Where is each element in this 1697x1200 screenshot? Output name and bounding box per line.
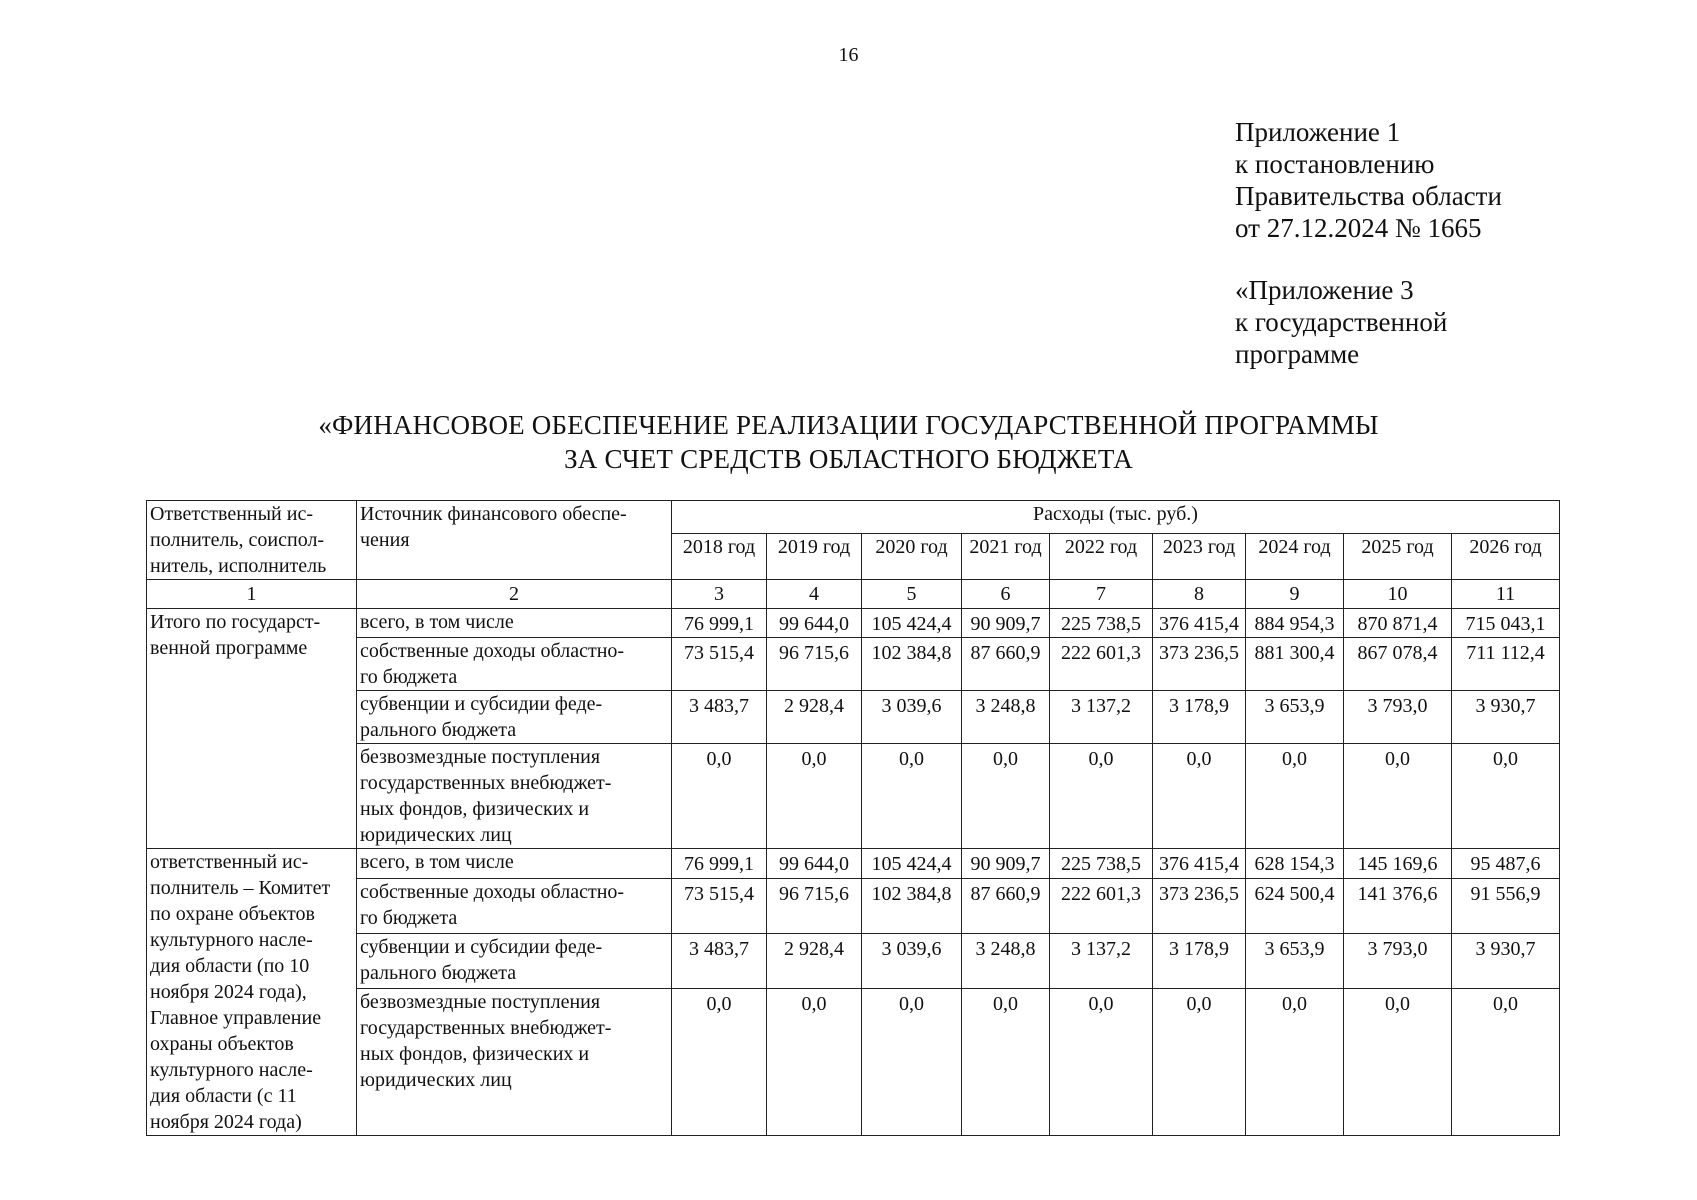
table-row <box>147 609 1560 638</box>
value-cell: 0,0 <box>767 744 862 849</box>
value-cell: 141 376,6 <box>1344 879 1452 934</box>
value-cell: 3 793,0 <box>1344 934 1452 989</box>
value-cell: 2 928,4 <box>767 691 862 744</box>
year-header: 2020 год <box>862 533 962 579</box>
value-cell: 715 043,1 <box>1452 609 1560 638</box>
table-row <box>147 989 1560 1136</box>
year-header: 2018 год <box>672 533 767 579</box>
value-cell: 90 909,7 <box>962 849 1050 879</box>
table-row <box>147 638 1560 691</box>
annex-line: Приложение 1 <box>1235 117 1401 147</box>
table-row <box>147 744 1560 849</box>
value-cell: 0,0 <box>962 989 1050 1136</box>
value-cell: 87 660,9 <box>962 638 1050 691</box>
value-cell: 3 248,8 <box>962 691 1050 744</box>
year-header: 2019 год <box>767 533 862 579</box>
value-cell: 73 515,4 <box>672 638 767 691</box>
value-cell: 225 738,5 <box>1050 849 1153 879</box>
column-number: 2 <box>357 580 672 609</box>
value-cell: 3 137,2 <box>1050 934 1153 989</box>
value-cell: 102 384,8 <box>862 638 962 691</box>
value-cell: 3 039,6 <box>862 934 962 989</box>
value-cell: 884 954,3 <box>1246 609 1344 638</box>
value-cell: 222 601,3 <box>1050 638 1153 691</box>
value-cell: 96 715,6 <box>767 879 862 934</box>
column-number: 4 <box>767 580 862 609</box>
header-expenses: Расходы (тыс. руб.) <box>672 501 1560 534</box>
annex-line: «Приложение 3 <box>1235 275 1414 305</box>
year-header: 2026 год <box>1452 533 1560 579</box>
value-cell: 0,0 <box>1246 989 1344 1136</box>
value-cell: 3 248,8 <box>962 934 1050 989</box>
column-number: 1 <box>147 580 357 609</box>
value-cell: 870 871,4 <box>1344 609 1452 638</box>
value-cell: 225 738,5 <box>1050 609 1153 638</box>
header-row <box>147 501 1560 534</box>
value-cell: 0,0 <box>1050 989 1153 1136</box>
value-cell: 376 415,4 <box>1153 609 1246 638</box>
column-number: 5 <box>862 580 962 609</box>
value-cell: 0,0 <box>1344 744 1452 849</box>
value-cell: 0,0 <box>672 744 767 849</box>
page-number: 16 <box>838 44 859 66</box>
value-cell: 711 112,4 <box>1452 638 1560 691</box>
value-cell: 3 653,9 <box>1246 691 1344 744</box>
value-cell: 0,0 <box>1050 744 1153 849</box>
value-cell: 222 601,3 <box>1050 879 1153 934</box>
executor-cell: ответственный ис- полнитель – Комитет по охране объектов культурного насле- дия области (по 10 ноября 2024 года), Главное управление охраны объектов культурного насле- дия области (с 11 ноября 2024 года) <box>147 849 357 1136</box>
source-cell: безвозмездные поступления государственных внебюджет- ных фондов, физических и юридических лиц <box>357 989 672 1136</box>
column-numbers-row <box>147 580 1560 609</box>
value-cell: 99 644,0 <box>767 609 862 638</box>
value-cell: 3 178,9 <box>1153 691 1246 744</box>
value-cell: 3 793,0 <box>1344 691 1452 744</box>
year-header: 2022 год <box>1050 533 1153 579</box>
value-cell: 0,0 <box>1246 744 1344 849</box>
value-cell: 91 556,9 <box>1452 879 1560 934</box>
value-cell: 881 300,4 <box>1246 638 1344 691</box>
value-cell: 96 715,6 <box>767 638 862 691</box>
value-cell: 867 078,4 <box>1344 638 1452 691</box>
value-cell: 73 515,4 <box>672 879 767 934</box>
value-cell: 102 384,8 <box>862 879 962 934</box>
value-cell: 99 644,0 <box>767 849 862 879</box>
value-cell: 3 039,6 <box>862 691 962 744</box>
value-cell: 373 236,5 <box>1153 638 1246 691</box>
value-cell: 76 999,1 <box>672 609 767 638</box>
annex-line: к постановлению <box>1235 149 1435 179</box>
value-cell: 628 154,3 <box>1246 849 1344 879</box>
column-number: 11 <box>1452 580 1560 609</box>
value-cell: 0,0 <box>1153 989 1246 1136</box>
value-cell: 3 483,7 <box>672 934 767 989</box>
source-cell: всего, в том числе <box>357 609 672 638</box>
value-cell: 3 483,7 <box>672 691 767 744</box>
executor-cell: Итого по государст- венной программе <box>147 609 357 849</box>
value-cell: 0,0 <box>1452 989 1560 1136</box>
value-cell: 0,0 <box>672 989 767 1136</box>
table-row <box>147 849 1560 879</box>
value-cell: 0,0 <box>962 744 1050 849</box>
annex-line: Правительства области <box>1235 181 1502 211</box>
annex-line: от 27.12.2024 № 1665 <box>1235 213 1482 243</box>
value-cell: 2 928,4 <box>767 934 862 989</box>
title-line: «ФИНАНСОВОЕ ОБЕСПЕЧЕНИЕ РЕАЛИЗАЦИИ ГОСУДАРСТВЕННОЙ ПРОГРАММЫ <box>318 410 1379 440</box>
year-header: 2023 год <box>1153 533 1246 579</box>
header-source: Источник финансового обеспе- чения <box>357 501 672 580</box>
source-cell: собственные доходы областно- го бюджета <box>357 638 672 691</box>
source-cell: субвенции и субсидии феде- рального бюджета <box>357 934 672 989</box>
annex-block <box>1235 116 1502 370</box>
finance-table <box>146 500 1560 1136</box>
column-number: 6 <box>962 580 1050 609</box>
value-cell: 95 487,6 <box>1452 849 1560 879</box>
value-cell: 105 424,4 <box>862 849 962 879</box>
value-cell: 3 178,9 <box>1153 934 1246 989</box>
year-header: 2024 год <box>1246 533 1344 579</box>
column-number: 8 <box>1153 580 1246 609</box>
column-number: 9 <box>1246 580 1344 609</box>
source-cell: собственные доходы областно- го бюджета <box>357 879 672 934</box>
value-cell: 624 500,4 <box>1246 879 1344 934</box>
value-cell: 0,0 <box>1452 744 1560 849</box>
value-cell: 105 424,4 <box>862 609 962 638</box>
annex-line: к государственной <box>1235 307 1448 337</box>
source-cell: безвозмездные поступления государственных внебюджет- ных фондов, физических и юридических лиц <box>357 744 672 849</box>
column-number: 3 <box>672 580 767 609</box>
value-cell: 0,0 <box>1344 989 1452 1136</box>
value-cell: 76 999,1 <box>672 849 767 879</box>
document-title <box>0 408 1697 476</box>
value-cell: 145 169,6 <box>1344 849 1452 879</box>
title-line: ЗА СЧЕТ СРЕДСТВ ОБЛАСТНОГО БЮДЖЕТА <box>564 444 1133 474</box>
value-cell: 3 137,2 <box>1050 691 1153 744</box>
value-cell: 3 653,9 <box>1246 934 1344 989</box>
value-cell: 376 415,4 <box>1153 849 1246 879</box>
value-cell: 3 930,7 <box>1452 934 1560 989</box>
header-executor: Ответственный ис- полнитель, соиспол- нитель, исполнитель <box>147 501 357 580</box>
value-cell: 373 236,5 <box>1153 879 1246 934</box>
column-number: 7 <box>1050 580 1153 609</box>
source-cell: всего, в том числе <box>357 849 672 879</box>
value-cell: 0,0 <box>1153 744 1246 849</box>
year-header: 2025 год <box>1344 533 1452 579</box>
year-header: 2021 год <box>962 533 1050 579</box>
value-cell: 87 660,9 <box>962 879 1050 934</box>
source-cell: субвенции и субсидии феде- рального бюджета <box>357 691 672 744</box>
value-cell: 90 909,7 <box>962 609 1050 638</box>
table-row <box>147 934 1560 989</box>
table-row <box>147 879 1560 934</box>
value-cell: 3 930,7 <box>1452 691 1560 744</box>
column-number: 10 <box>1344 580 1452 609</box>
value-cell: 0,0 <box>862 989 962 1136</box>
annex-line: программе <box>1235 339 1360 369</box>
value-cell: 0,0 <box>862 744 962 849</box>
table-row <box>147 691 1560 744</box>
value-cell: 0,0 <box>767 989 862 1136</box>
